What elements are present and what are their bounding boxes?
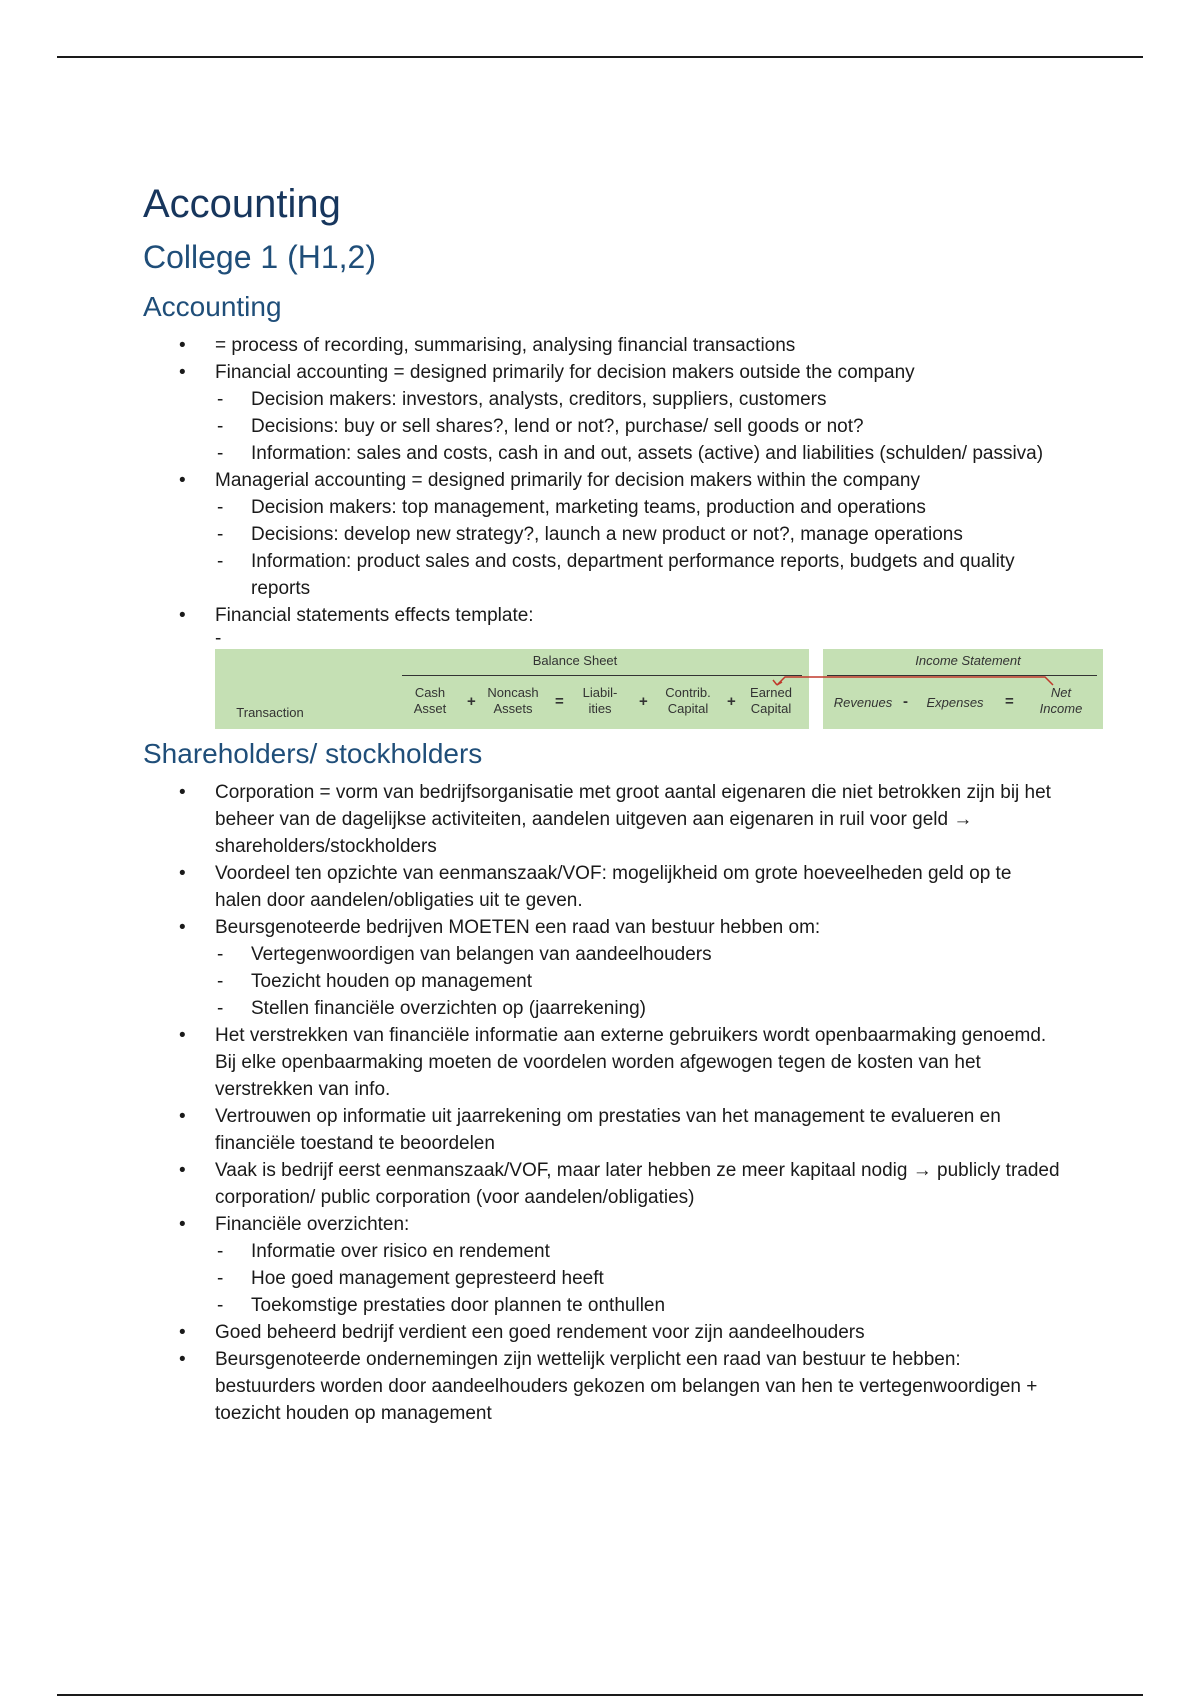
list-item xyxy=(143,602,1063,629)
sub-list-item-text: Vertegenwoordigen van belangen van aandeelhouders xyxy=(251,944,712,965)
sub-list-item xyxy=(215,941,1063,968)
sub-list-item xyxy=(215,413,1063,440)
footer-rule xyxy=(57,1694,1143,1696)
bullet-marker: • xyxy=(179,1025,186,1046)
list-item-text: Corporation = vorm van bedrijfsorganisatie met groot aantal eigenaren die niet betrokken zijn bij het beheer van de dagelijkse activiteiten, aandelen uitgeven aan eigenaren in ruil voor geld → shareholders/stockholders xyxy=(215,782,1051,857)
list-item xyxy=(143,359,1063,467)
sub-list-item-text: Decision makers: investors, analysts, creditors, suppliers, customers xyxy=(251,389,827,410)
sub-list-item xyxy=(215,995,1063,1022)
section-heading-accounting: Accounting xyxy=(143,291,282,322)
dash-marker: - xyxy=(217,1295,224,1316)
list-item-text: = process of recording, summarising, analysing financial transactions xyxy=(215,335,796,356)
earned-capital-label: Earned Capital xyxy=(750,685,792,716)
sub-list-item xyxy=(215,521,1063,548)
bullet-marker: • xyxy=(179,1106,186,1127)
plus-sign: + xyxy=(467,693,476,710)
bullet-marker: • xyxy=(179,1214,186,1235)
transaction-label: Transaction xyxy=(236,705,304,720)
plus-sign: + xyxy=(639,693,648,710)
dash-marker: - xyxy=(217,1241,224,1262)
dash-marker: - xyxy=(217,1268,224,1289)
bullet-marker: • xyxy=(179,1322,186,1343)
dash-marker: - xyxy=(217,998,224,1019)
financial-statements-effects-template xyxy=(215,649,1103,729)
bullet-marker: • xyxy=(179,1160,186,1181)
contrib-capital-label: Contrib. Capital xyxy=(665,685,711,716)
sub-list-item-text: Decision makers: top management, marketing teams, production and operations xyxy=(251,497,926,518)
plus-sign: + xyxy=(727,693,736,710)
list-item-text: Financial accounting = designed primarily for decision makers outside the company xyxy=(215,362,915,383)
list-item xyxy=(143,1022,1063,1103)
dash-marker: - xyxy=(217,443,224,464)
liabilities-label: Liabil- ities xyxy=(582,685,618,716)
list-item-text: Beursgenoteerde ondernemingen zijn wettelijk verplicht een raad van bestuur te hebben: bestuurders worden door aandeelhouders gekozen om belangen van hen te vertegenwoordigen + toezicht houden op management xyxy=(215,1349,1038,1424)
income-statement-label: Income Statement xyxy=(915,653,1021,668)
sub-list xyxy=(215,1238,1063,1319)
sub-list-item-text: Toekomstige prestaties door plannen te onthullen xyxy=(251,1295,666,1316)
sub-list-item xyxy=(215,548,1063,602)
dash-marker: - xyxy=(217,389,224,410)
bullet-marker: • xyxy=(179,782,186,803)
list-item xyxy=(143,1211,1063,1319)
sub-list-item-text: Toezicht houden op management xyxy=(251,971,532,992)
bullet-marker: • xyxy=(179,917,186,938)
list-item-text: Managerial accounting = designed primarily for decision makers within the company xyxy=(215,470,920,491)
net-income-label: Net Income xyxy=(1039,685,1083,716)
list-item-text: Financiële overzichten: xyxy=(215,1214,410,1235)
list-item xyxy=(143,332,1063,359)
minus-sign: - xyxy=(903,693,908,710)
revenues-label: Revenues xyxy=(833,695,893,710)
list-item xyxy=(143,914,1063,1022)
sub-list-item-text: Information: sales and costs, cash in and out, assets (active) and liabilities (schulden/ passiva) xyxy=(251,443,1044,464)
list-item xyxy=(143,1157,1063,1211)
list-item xyxy=(143,467,1063,602)
list-item xyxy=(143,1346,1063,1427)
balance-sheet-label: Balance Sheet xyxy=(532,653,618,668)
template-dash: - xyxy=(215,628,222,649)
sub-list-item xyxy=(215,494,1063,521)
sub-list-item xyxy=(215,1292,1063,1319)
sub-list xyxy=(215,494,1063,602)
document-body xyxy=(143,172,1083,1427)
list-item xyxy=(143,779,1063,860)
dash-marker: - xyxy=(217,497,224,518)
list-item-text: Beursgenoteerde bedrijven MOETEN een raad van bestuur hebben om: xyxy=(215,917,821,938)
bullet-marker: • xyxy=(179,335,186,356)
sub-list xyxy=(215,941,1063,1022)
equals-sign: = xyxy=(1005,693,1014,710)
sub-list-item-text: Information: product sales and costs, department performance reports, budgets and quality reports xyxy=(251,551,1015,599)
list-item-text: Vaak is bedrijf eerst eenmanszaak/VOF, maar later hebben ze meer kapitaal nodig → publicly traded corporation/ public corporation (voor aandelen/obligaties) xyxy=(215,1160,1060,1208)
list-item xyxy=(143,860,1063,914)
bullet-marker: • xyxy=(179,863,186,884)
sub-list-item xyxy=(215,386,1063,413)
equals-sign: = xyxy=(555,693,564,710)
sub-list-item-text: Decisions: develop new strategy?, launch a new product or not?, manage operations xyxy=(251,524,963,545)
dash-marker: - xyxy=(217,971,224,992)
list-item-text: Vertrouwen op informatie uit jaarrekening om prestaties van het management te evalueren en financiële toestand te beoordelen xyxy=(215,1106,1001,1154)
expenses-label: Expenses xyxy=(926,695,984,710)
shareholders-bullet-list xyxy=(143,779,1063,1427)
document-subtitle: College 1 (H1,2) xyxy=(143,239,376,275)
accounting-bullet-list xyxy=(143,332,1063,629)
document-title: Accounting xyxy=(143,182,341,226)
list-item xyxy=(143,1103,1063,1157)
sub-list-item-text: Stellen financiële overzichten op (jaarrekening) xyxy=(251,998,647,1019)
dash-marker: - xyxy=(217,944,224,965)
sub-list-item-text: Decisions: buy or sell shares?, lend or not?, purchase/ sell goods or not? xyxy=(251,416,864,437)
cash-asset-label: Cash Asset xyxy=(413,685,447,716)
list-item xyxy=(143,1319,1063,1346)
bullet-marker: • xyxy=(179,1349,186,1370)
list-item-text: Voordeel ten opzichte van eenmanszaak/VOF: mogelijkheid om grote hoeveelheden geld op te halen door aandelen/obligaties uit te geven. xyxy=(215,863,1012,911)
list-item-text: Goed beheerd bedrijf verdient een goed rendement voor zijn aandeelhouders xyxy=(215,1322,865,1343)
sub-list xyxy=(215,386,1063,467)
noncash-assets-label: Noncash Assets xyxy=(487,685,539,716)
sub-list-item xyxy=(215,968,1063,995)
bullet-marker: • xyxy=(179,362,186,383)
sub-list-item xyxy=(215,1238,1063,1265)
net-income-to-earned-capital-arrow xyxy=(215,649,1103,729)
dash-marker: - xyxy=(217,416,224,437)
header-rule xyxy=(57,56,1143,58)
dash-marker: - xyxy=(217,524,224,545)
bullet-marker: • xyxy=(179,605,186,626)
section-heading-shareholders: Shareholders/ stockholders xyxy=(143,738,483,769)
bullet-marker: • xyxy=(179,470,186,491)
list-item-text: Het verstrekken van financiële informatie aan externe gebruikers wordt openbaarmaking genoemd. Bij elke openbaarmaking moeten de voordelen worden afgewogen tegen de kosten van het verstrekken van info. xyxy=(215,1025,1047,1100)
sub-list-item-text: Hoe goed management gepresteerd heeft xyxy=(251,1268,604,1289)
sub-list-item xyxy=(215,1265,1063,1292)
sub-list-item xyxy=(215,440,1063,467)
dash-marker: - xyxy=(217,551,224,572)
list-item-text: Financial statements effects template: xyxy=(215,605,534,626)
sub-list-item-text: Informatie over risico en rendement xyxy=(251,1241,550,1262)
